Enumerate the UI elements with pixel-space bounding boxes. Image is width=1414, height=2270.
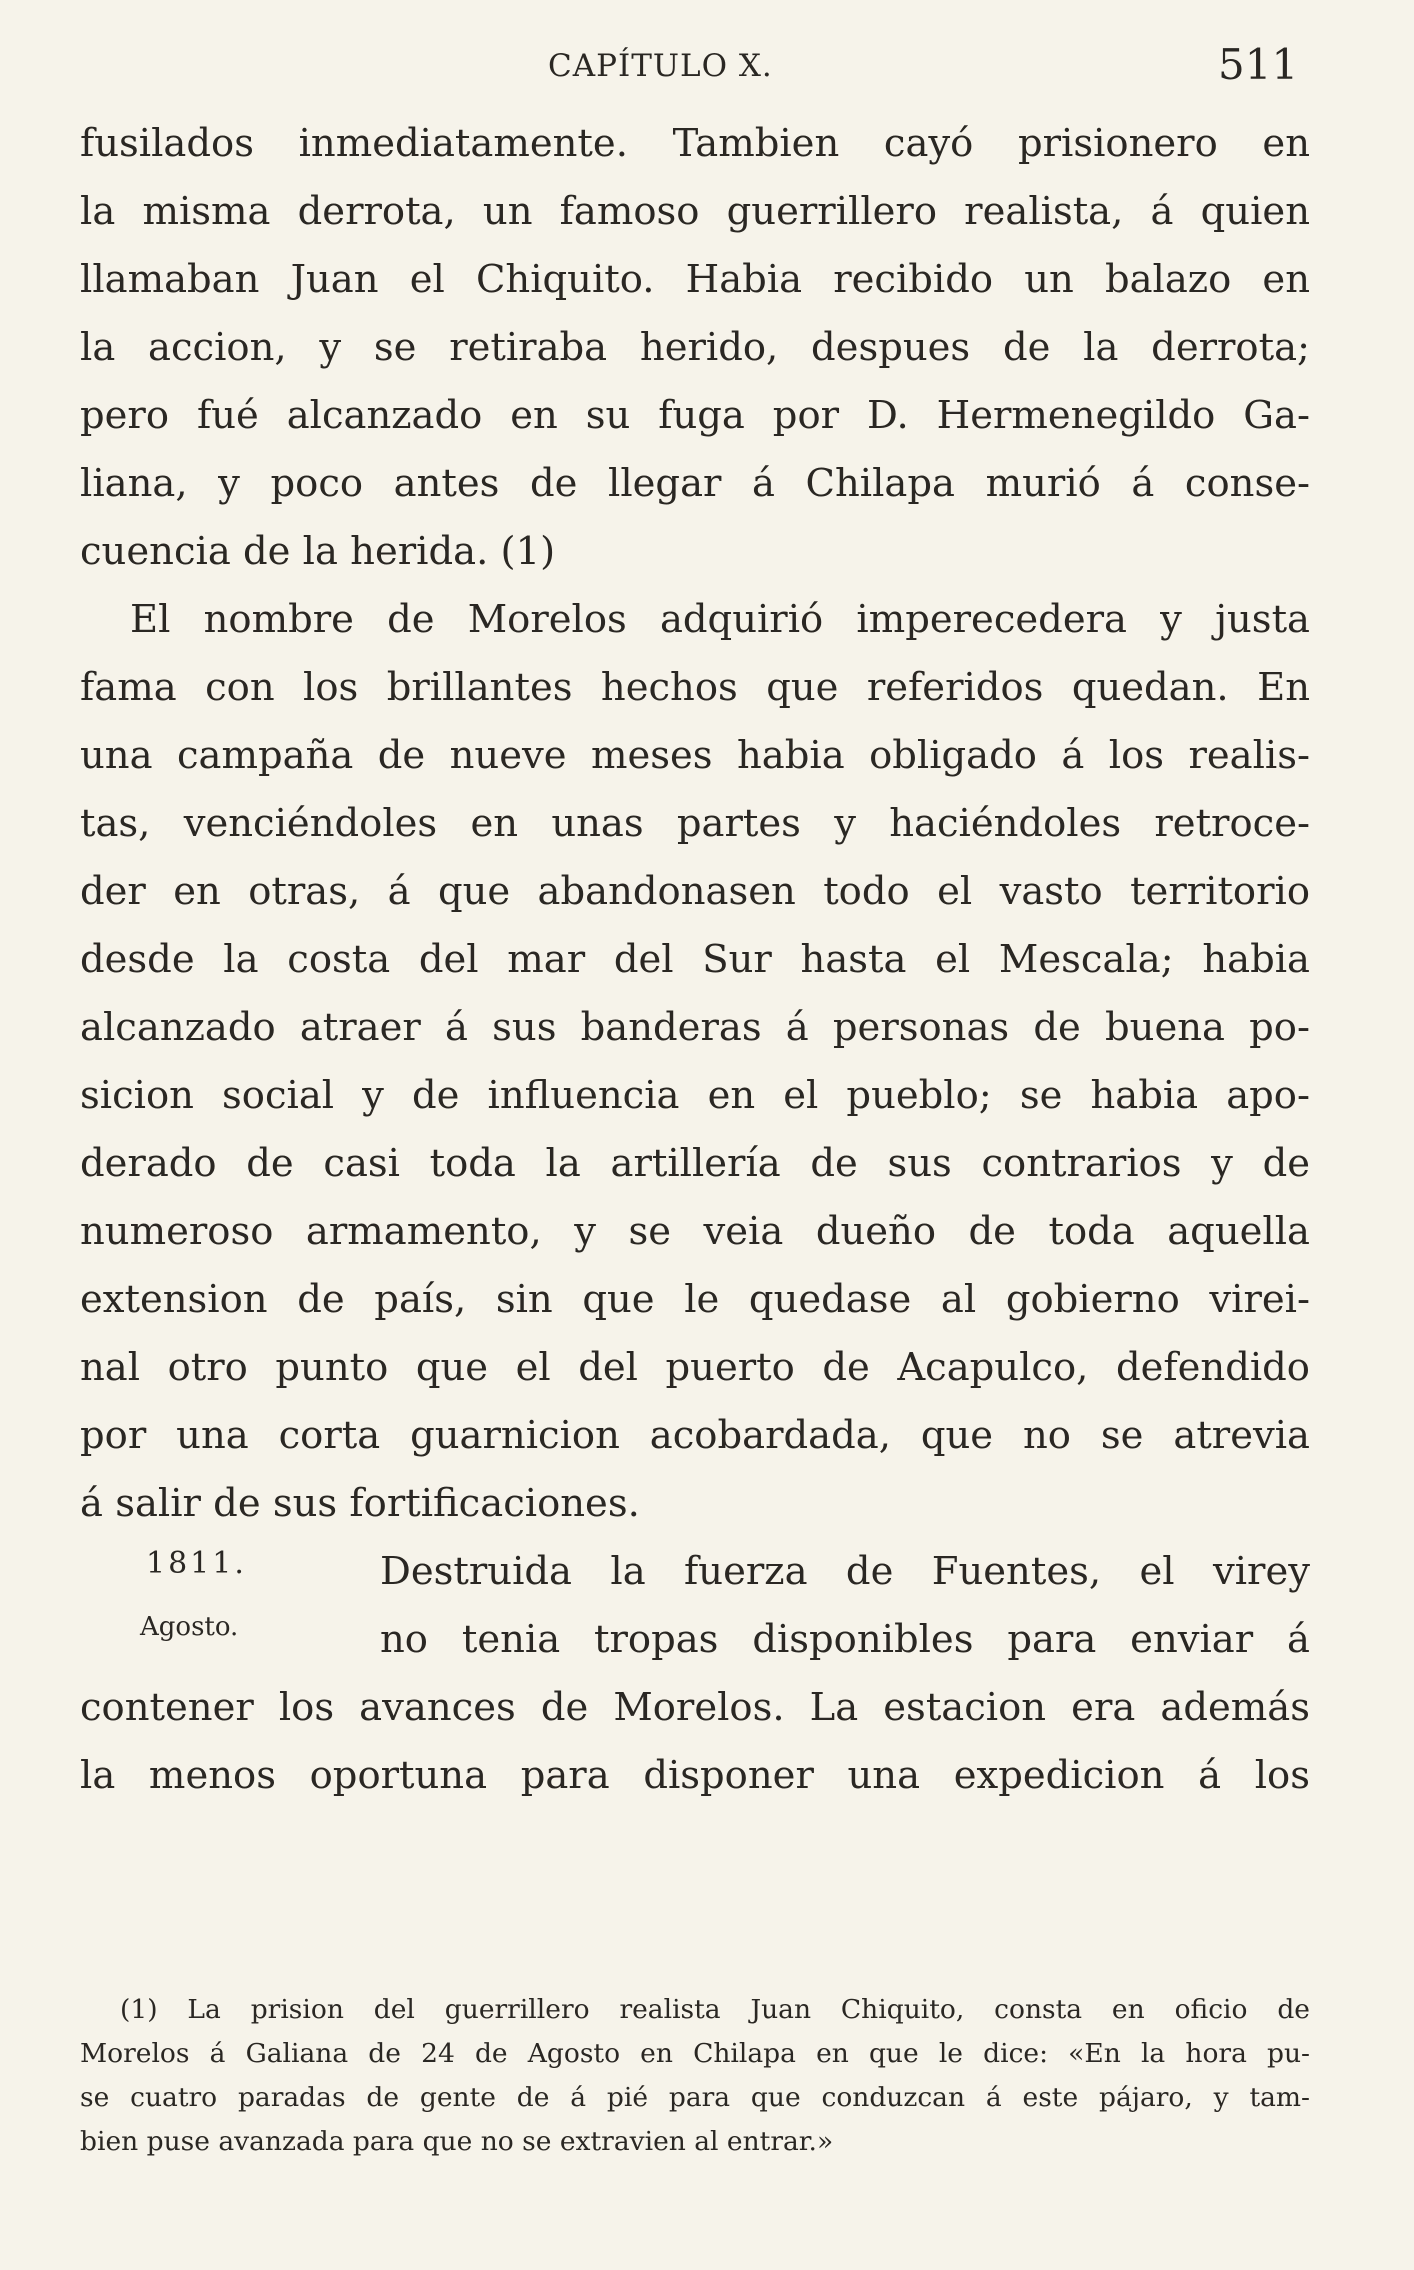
text-line: por una corta guarnicion acobardada, que no se atrevia <box>80 1413 1310 1458</box>
text-line: fama con los brillantes hechos que referidos quedan. En <box>80 665 1310 710</box>
footnote-line: bien puse avanzada para que no se extravien al entrar.» <box>80 2126 834 2157</box>
running-head <box>0 38 1414 98</box>
text-line: alcanzado atraer á sus banderas á personas de buena po- <box>80 1005 1310 1050</box>
text-line: der en otras, á que abandonasen todo el vasto territorio <box>80 869 1310 914</box>
text-line: Destruida la fuerza de Fuentes, el virey <box>380 1549 1310 1594</box>
footnote-line: Morelos á Galiana de 24 de Agosto en Chilapa en que le dice: «En la hora pu- <box>80 2038 1310 2069</box>
footnote <box>80 1988 1310 2164</box>
text-line: una campaña de nueve meses habia obligado á los realis- <box>80 733 1310 778</box>
margin-note-row-2 <box>80 1606 1310 1674</box>
text-line: fusilados inmediatamente. Tambien cayó prisionero en <box>80 121 1310 166</box>
text-line: sicion social y de influencia en el pueblo; se habia apo- <box>80 1073 1310 1118</box>
text-line: derado de casi toda la artillería de sus contrarios y de <box>80 1141 1310 1186</box>
margin-note-row-1 <box>80 1538 1310 1606</box>
text-line: á salir de sus fortificaciones. <box>80 1481 640 1526</box>
text-line: la accion, y se retiraba herido, despues de la derrota; <box>80 325 1310 370</box>
text-line: liana, y poco antes de llegar á Chilapa murió á conse- <box>80 461 1310 506</box>
text-line: la misma derrota, un famoso guerrillero realista, á quien <box>80 189 1310 234</box>
text-line: contener los avances de Morelos. La estacion era además <box>80 1685 1310 1730</box>
text-line: nal otro punto que el del puerto de Acapulco, defendido <box>80 1345 1310 1390</box>
body-text <box>80 110 1310 1810</box>
text-line: El nombre de Morelos adquirió imperecedera y justa <box>130 597 1310 642</box>
page-number: 511 <box>1218 40 1299 89</box>
text-line: numeroso armamento, y se veia dueño de toda aquella <box>80 1209 1310 1254</box>
text-line: no tenia tropas disponibles para enviar á <box>380 1617 1310 1662</box>
margin-note-year: 1811. <box>146 1546 247 1581</box>
text-line: cuencia de la herida. (1) <box>80 529 556 574</box>
footnote-line: se cuatro paradas de gente de á pié para que conduzcan á este pájaro, y tam- <box>80 2082 1310 2113</box>
footnote-line: (1) La prision del guerrillero realista Juan Chiquito, consta en oficio de <box>120 1994 1310 2025</box>
text-line: tas, venciéndoles en unas partes y haciéndoles retroce- <box>80 801 1310 846</box>
margin-note-month: Agosto. <box>140 1612 239 1642</box>
text-line: desde la costa del mar del Sur hasta el Mescala; habia <box>80 937 1310 982</box>
text-line: extension de país, sin que le quedase al gobierno virei- <box>80 1277 1310 1322</box>
text-line: pero fué alcanzado en su fuga por D. Hermenegildo Ga- <box>80 393 1310 438</box>
chapter-title: CAPÍTULO X. <box>548 48 773 84</box>
text-line: llamaban Juan el Chiquito. Habia recibido un balazo en <box>80 257 1310 302</box>
text-line: la menos oportuna para disponer una expedicion á los <box>80 1753 1310 1798</box>
